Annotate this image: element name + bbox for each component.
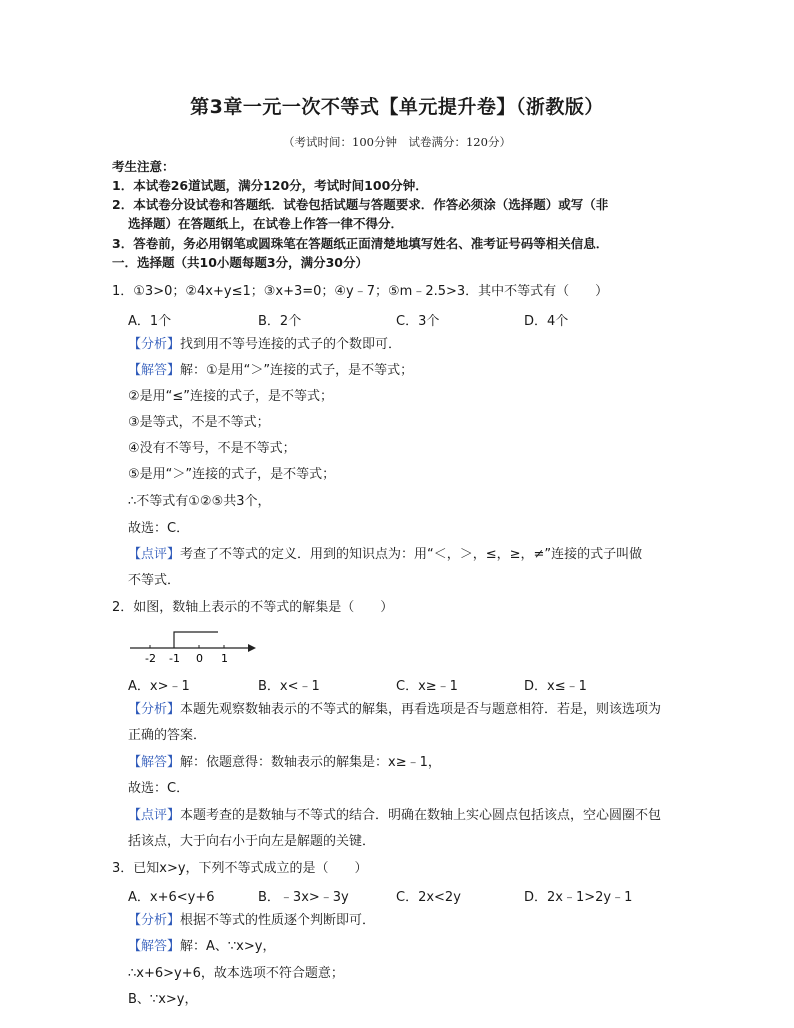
answer-text: 解：依题意得：数轴表示的解集是：x≥﹣1， xyxy=(180,755,441,770)
answer-text: ④没有不等号，不是不等式； xyxy=(128,441,296,456)
answer-tag: 【解答】 xyxy=(128,755,181,770)
notes-heading: 考生注意： xyxy=(112,159,175,174)
answer-line xyxy=(128,754,441,772)
analysis-line xyxy=(128,336,401,354)
option-a: A．x>﹣1 xyxy=(128,679,190,694)
analysis-tag: 【分析】 xyxy=(128,337,181,352)
tick-label: -2 xyxy=(145,652,156,665)
analysis-tag: 【分析】 xyxy=(128,702,181,717)
comment-text: 不等式． xyxy=(128,573,181,588)
question-stem: 1．①3>0；②4x+y≤1；③x+3=0；④y﹣7；⑤m﹣2.5>3．其中不等式有（ ） xyxy=(112,284,609,299)
page-title: 第3章一元一次不等式【单元提升卷】（浙教版） xyxy=(190,96,604,118)
analysis-line xyxy=(128,912,375,930)
answer-text: ②是用“≤”连接的式子，是不等式； xyxy=(128,389,334,404)
answer-line xyxy=(128,938,275,956)
tick-label: 1 xyxy=(221,652,228,665)
analysis-text: 正确的答案． xyxy=(128,728,207,743)
option-b: B．2个 xyxy=(258,314,302,329)
option-b: B．﹣3x>﹣3y xyxy=(258,890,349,905)
analysis-line xyxy=(128,701,661,719)
section-heading: 一．选择题（共10小题每题3分，满分30分） xyxy=(112,255,368,270)
solution-bracket xyxy=(174,632,218,648)
question-stem: 3．已知x>y，下列不等式成立的是（ ） xyxy=(112,861,368,876)
answer-tag: 【解答】 xyxy=(128,363,181,378)
option-d: D．4个 xyxy=(524,314,569,329)
option-a: A．x+6<y+6 xyxy=(128,890,215,905)
answer-tag: 【解答】 xyxy=(128,939,181,954)
analysis-tag: 【分析】 xyxy=(128,913,181,928)
tick-label: 0 xyxy=(196,652,203,665)
analysis-text: 根据不等式的性质逐个判断即可． xyxy=(180,913,376,928)
note-item: 选择题）在答题纸上，在试卷上作答一律不得分． xyxy=(128,216,404,231)
option-d: D．x≤﹣1 xyxy=(524,679,587,694)
option-b: B．x<﹣1 xyxy=(258,679,320,694)
comment-line xyxy=(128,546,642,564)
number-line-figure xyxy=(128,628,258,666)
answer-text: ∴不等式有①②⑤共3个， xyxy=(128,494,271,509)
comment-tag: 【点评】 xyxy=(128,808,181,823)
question-stem: 2．如图，数轴上表示的不等式的解集是（ ） xyxy=(112,600,394,615)
note-item: 3．答卷前，务必用钢笔或圆珠笔在答题纸正面清楚地填写姓名、准考证号码等相关信息． xyxy=(112,236,609,251)
answer-text: ③是等式，不是不等式； xyxy=(128,415,270,430)
answer-text: ⑤是用“＞”连接的式子，是不等式； xyxy=(128,467,336,482)
answer-line xyxy=(128,362,413,380)
option-a: A．1个 xyxy=(128,314,172,329)
note-item: 2．本试卷分设试卷和答题纸．试卷包括试题与答题要求．作答必须涂（选择题）或写（非 xyxy=(112,197,609,212)
comment-text: 本题考查的是数轴与不等式的结合．明确在数轴上实心圆点包括该点，空心圆圈不包 xyxy=(180,808,662,823)
comment-tag: 【点评】 xyxy=(128,547,181,562)
tick-label: -1 xyxy=(169,652,180,665)
comment-text: 考查了不等式的定义．用到的知识点为：用“＜，＞，≤，≥，≠”连接的式子叫做 xyxy=(180,547,643,562)
exam-info: （考试时间：100分钟 试卷满分：120分） xyxy=(283,135,511,149)
option-c: C．2x<2y xyxy=(396,890,461,905)
comment-text: 括该点，大于向右小于向左是解题的关键． xyxy=(128,834,376,849)
option-c: C．x≥﹣1 xyxy=(396,679,458,694)
axis-arrow xyxy=(248,644,256,652)
answer-text: B、∵x>y， xyxy=(128,992,198,1007)
answer-text: ∴x+6>y+6，故本选项不符合题意； xyxy=(128,966,344,981)
answer-text: 解：A、∵x>y， xyxy=(180,939,276,954)
analysis-text: 本题先观察数轴表示的不等式的解集，再看选项是否与题意相符．若是，则该选项为 xyxy=(180,702,662,717)
analysis-text: 找到用不等号连接的式子的个数即可． xyxy=(180,337,402,352)
option-d: D．2x﹣1>2y﹣1 xyxy=(524,890,633,905)
answer-text: 故选：C． xyxy=(128,781,190,796)
answer-text: 解：①是用“＞”连接的式子，是不等式； xyxy=(180,363,414,378)
comment-line xyxy=(128,807,661,825)
answer-text: 故选：C． xyxy=(128,521,190,536)
option-c: C．3个 xyxy=(396,314,440,329)
note-item: 1．本试卷26道试题，满分120分，考试时间100分钟． xyxy=(112,178,428,193)
